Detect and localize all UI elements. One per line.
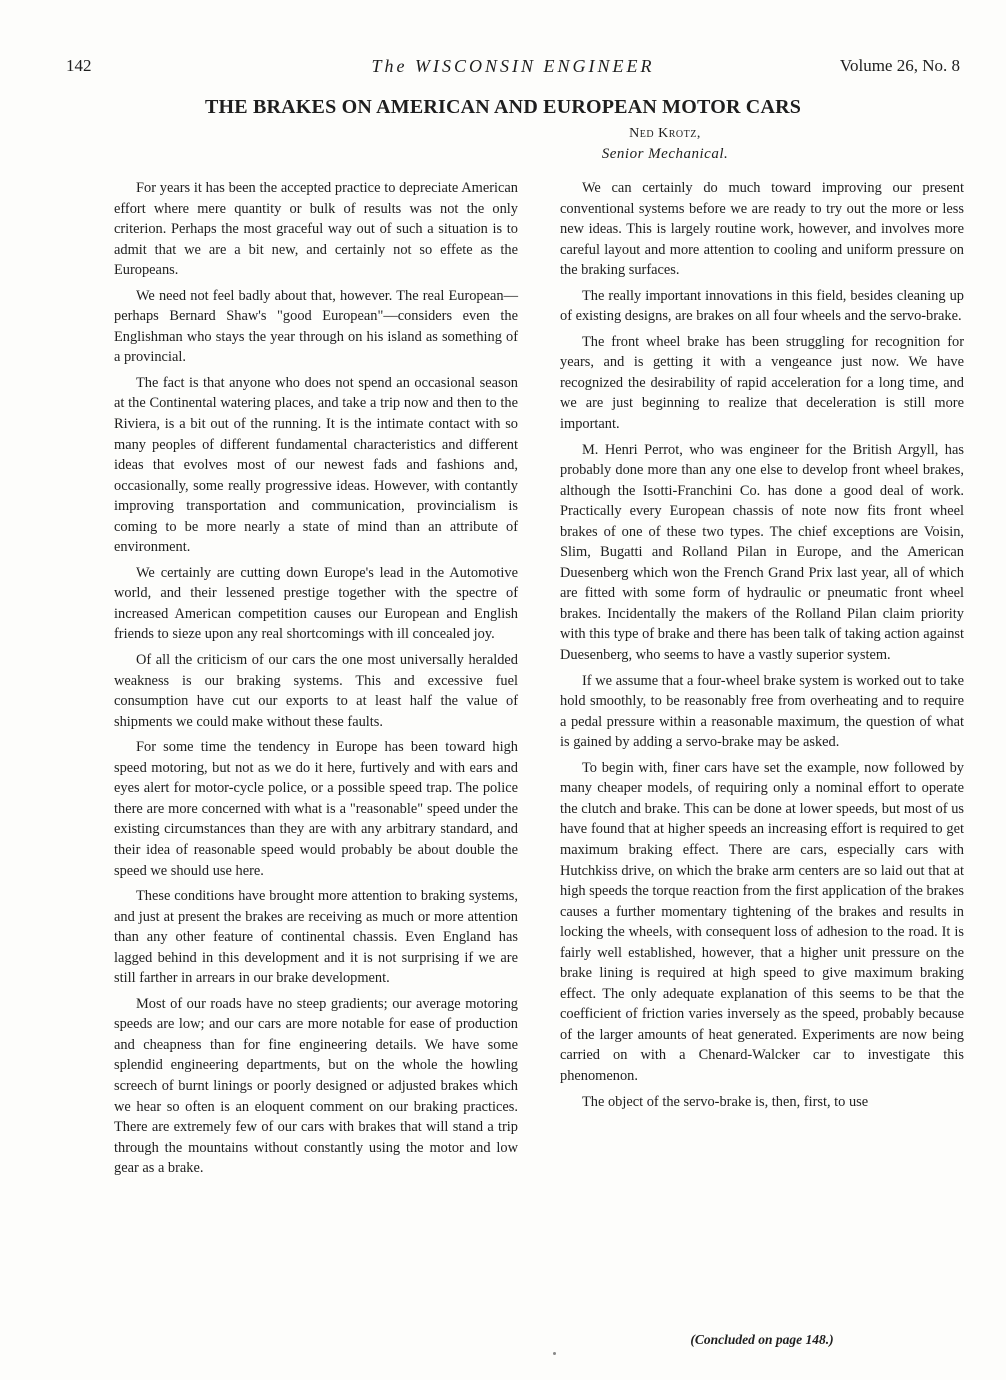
- paragraph: For some time the tendency in Europe has been toward high speed motoring, but not as we do it here, furtively and with ears and eyes alert for motor-cycle police, or a possible speed trap. The police there are more concerned with what is a "reasonable" speed under the existing circumstances than they are with any arbitrary standard, and their idea of reasonable speed would probably be about double the speed we should use here.: [114, 739, 518, 879]
- volume-info: Volume 26, No. 8: [839, 56, 960, 75]
- continuation-note: (Concluded on page 148.): [690, 1332, 834, 1347]
- author-name: Ned Krotz,: [629, 126, 701, 141]
- paragraph: We can certainly do much toward improving our present conventional systems before we are ready to try out the more or less new ideas. This is largely routine work, however, and involves more careful layout and more attention to cooling and uniform pressure on the braking surfaces.: [560, 180, 964, 279]
- paragraph: These conditions have brought more attention to braking systems, and just at present the brakes are receiving as much or more attention than any other feature of continental chassis. Even England has lagged behind in this development and it is not surprising if we are still farther in arrears in our brake development.: [114, 888, 518, 987]
- paragraph: The really important innovations in this field, besides cleaning up of existing designs, are brakes on all four wheels and the servo-brake.: [560, 287, 964, 325]
- paragraph: To begin with, finer cars have set the example, now followed by many cheaper models, of requiring only a nominal effort to operate the clutch and brake. This can be done at lower speeds, but most of us have found that at higher speeds an increasing effort is required to get maximum braking effect. There are cars, especially cars with Hutchkiss drive, on which the brake arm centers are so laid out that at high speeds the torque reaction from the first application of the brakes causes a further momentary tightening of the brakes and results in locking the wheels, with consequent loss of adhesion to the road. It is fairly well established, however, that a higher unit pressure on the brake lining is required at high speed to give maximum braking effect. The only adequate explanation of this seems to be that the coefficient of friction varies inversely as the speed, probably because of the larger amounts of heat generated. Experiments are now being carried on with a Chenard-Walcker car to investigate this phenomenon.: [560, 759, 965, 1084]
- paragraph: Of all the criticism of our cars the one most universally heralded weakness is our braking systems. This and excessive fuel consumption have cut our exports to at least half the value of shipments we could make without these faults.: [114, 652, 518, 730]
- paragraph: The fact is that anyone who does not spend an occasional season at the Continental watering places, and take a trip now and then to the Riviera, is a bit out of the running. It is the intimate contact with so many peoples of different fundamental characteristics and different ideas that evolves most of our newest fads and fashions and, occasionally, some really progressive ideas. However, with contantly improving transportation and communication, provincialism is coming to be more nearly a state of mind than an attribute of environment.: [114, 374, 518, 556]
- paragraph: The object of the servo-brake is, then, first, to use: [582, 1093, 869, 1110]
- article-title: THE BRAKES ON AMERICAN AND EUROPEAN MOTOR CARS: [204, 96, 802, 118]
- page-number: 142: [66, 56, 92, 75]
- paragraph: For years it has been the accepted practice to depreciate American effort where mere quantity or bulk of results was not the only criterion. Perhaps the most graceful way out of such a situation is to admit that we are a bit new, and certainly not so effete as the Europeans.: [114, 180, 518, 279]
- paragraph: If we assume that a four-wheel brake system is worked out to take hold smoothly, to be reasonably free from overheating and to require a pedal pressure within a reasonable maximum, the question of what is gained by adding a servo-brake may be asked.: [560, 672, 964, 751]
- paragraph: M. Henri Perrot, who was engineer for the British Argyll, has probably done more than any one else to develop front wheel brakes, although the Isotti-Franchini Co. has done a good deal of work. Practically every European chassis of note now fits front wheel brakes of one of these two types. The chief exceptions are Voisin, Slim, Bugatti and Rolland Pilan in Europe, and the American Duesenberg which won the French Grand Prix last year, all of which are fitted with some form of hydraulic or pneumatic front wheel brakes. Incidentally the makers of the Rolland Pilan claim priority with this type of brake and there has been talk of taking action against Duesenberg, who seems to have a vastly superior system.: [560, 441, 964, 664]
- author-title: Senior Mechanical.: [601, 146, 729, 162]
- page-header: [66, 56, 960, 80]
- left-column: [114, 178, 518, 1184]
- paragraph: Most of our roads have no steep gradients; our average motoring speeds are low; and our cars are more notable for ease of production and cheapness than for fine engineering details. We have some splendid engineering departments, but on the whole the howling screech of burnt linings or poorly designed or adjusted brakes which we hear so often is an eloquent comment on our braking practices. There are extremely few of our cars with brakes that will stand a trip through the mountains without constantly using the motor and low gear as a brake.: [114, 995, 518, 1177]
- right-column: [560, 178, 964, 1117]
- scan-speck: [553, 1352, 556, 1355]
- paragraph: We certainly are cutting down Europe's lead in the Automotive world, and their lessened prestige together with the spectre of increased American competition causes our European and English friends to sieze upon any real shortcomings with ill concealed joy.: [114, 564, 518, 643]
- journal-title: The WISCONSIN ENGINEER: [371, 56, 655, 76]
- paragraph: We need not feel badly about that, however. The real European—perhaps Bernard Shaw's "good European"—considers even the Englishman who stays the year through on his island as something of a provincial.: [114, 287, 518, 366]
- paragraph: The front wheel brake has been struggling for recognition for years, and is getting it with a vengeance just now. We have recognized the desirability of rapid acceleration for a long time, and we are just beginning to realize that deceleration is still more important.: [560, 333, 964, 433]
